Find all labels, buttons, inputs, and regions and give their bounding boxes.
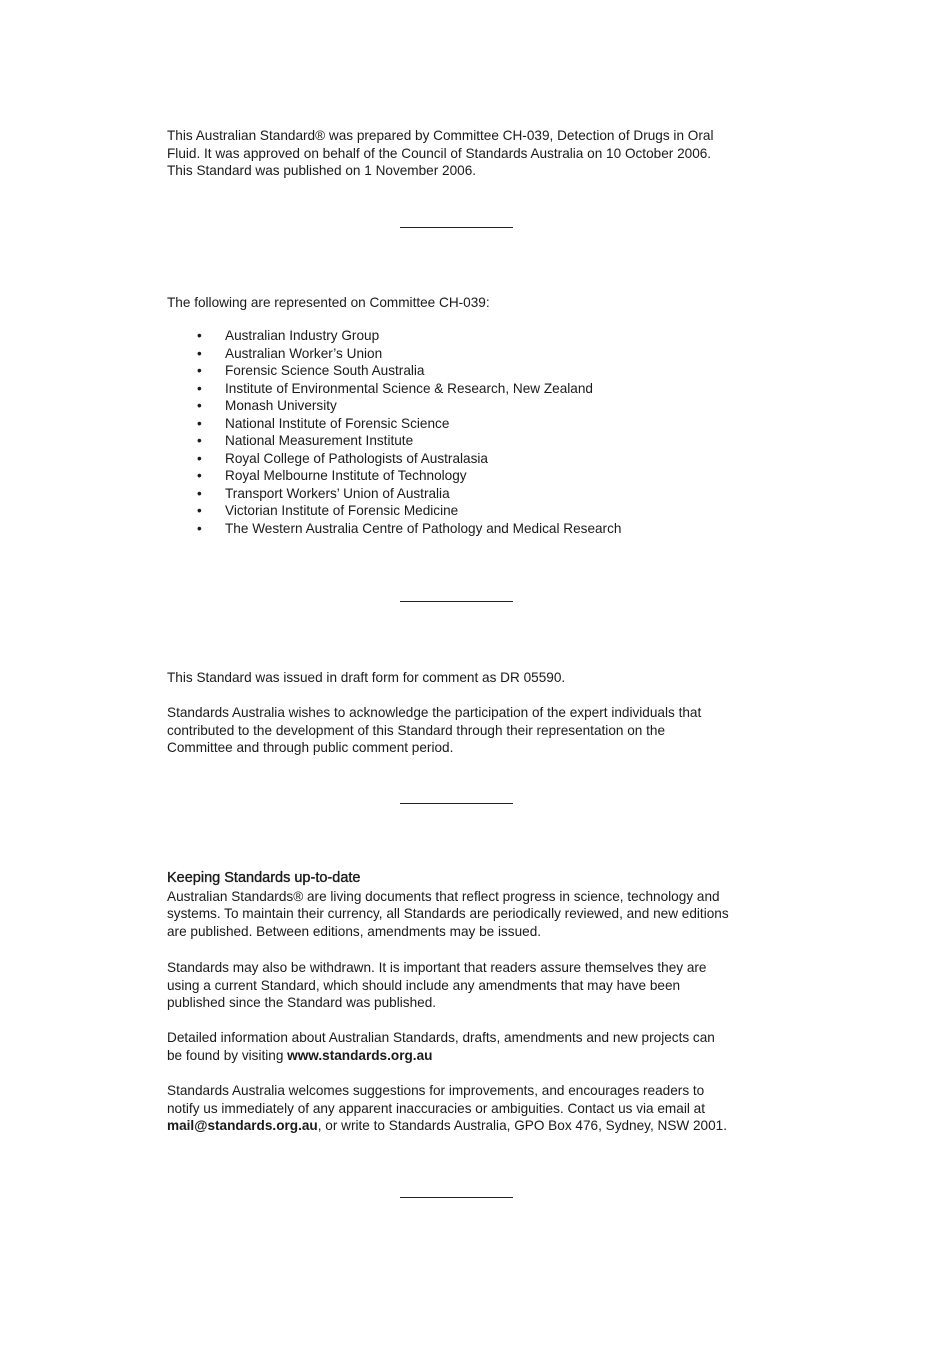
draft-notice bbox=[167, 669, 757, 687]
withdrawal-paragraph bbox=[167, 959, 757, 1012]
bullet-icon: • bbox=[197, 398, 202, 413]
committee-member: • National Institute of Forensic Science bbox=[197, 415, 450, 431]
preparation-line-1: This Australian Standard® was prepared by Committee CH-039, Detection of Drugs in Oral bbox=[167, 128, 714, 143]
keeping-p2-line-1: Standards may also be withdrawn. It is important that readers assure themselves they are bbox=[167, 960, 707, 975]
preparation-statement bbox=[167, 127, 757, 180]
bullet-icon: • bbox=[197, 328, 202, 343]
preparation-line-3: This Standard was published on 1 November 2006. bbox=[167, 163, 477, 178]
committee-member-list bbox=[167, 327, 621, 537]
section-divider-4 bbox=[400, 1197, 513, 1198]
bullet-icon: • bbox=[197, 415, 202, 431]
website-link[interactable]: www.standards.org.au bbox=[287, 1047, 433, 1063]
section-divider-3 bbox=[400, 803, 513, 804]
keeping-p3-line-1: Detailed information about Australian Standards, drafts, amendments and new projects can bbox=[167, 1030, 715, 1045]
committee-member: • Australian Industry Group bbox=[197, 328, 380, 343]
section-divider-1 bbox=[400, 227, 513, 228]
bullet-icon: • bbox=[197, 485, 202, 501]
acknowledgement bbox=[167, 704, 757, 757]
keeping-p1-line-1: Australian Standards® are living documents that reflect progress in science, technology and bbox=[167, 888, 720, 904]
committee-member: • Royal College of Pathologists of Australasia bbox=[197, 450, 488, 466]
keeping-p1-line-2: systems. To maintain their currency, all Standards are periodically reviewed, and new editions bbox=[167, 906, 729, 921]
keeping-p3-line-2: be found by visiting www.standards.org.au bbox=[167, 1047, 433, 1063]
bullet-icon: • bbox=[197, 380, 202, 396]
keeping-p4-line-1: Standards Australia welcomes suggestions for improvements, and encourages readers to bbox=[167, 1083, 705, 1098]
acknowledgement-line-1: Standards Australia wishes to acknowledge the participation of the expert individuals that bbox=[167, 705, 702, 720]
committee-member: • The Western Australia Centre of Pathology and Medical Research bbox=[197, 520, 622, 536]
email-link[interactable]: mail@standards.org.au bbox=[167, 1118, 318, 1133]
bullet-icon: • bbox=[197, 468, 202, 483]
keeping-standards-section bbox=[167, 870, 757, 940]
section-divider-2 bbox=[400, 601, 513, 602]
draft-issued-text: This Standard was issued in draft form for comment as DR 05590. bbox=[167, 670, 566, 685]
committee-member: • Monash University bbox=[197, 398, 337, 413]
committee-intro-text: The following are represented on Committee CH-039: bbox=[167, 295, 490, 310]
bullet-icon: • bbox=[197, 363, 202, 378]
acknowledgement-line-3: Committee and through public comment period. bbox=[167, 740, 454, 755]
committee-member: • Transport Workers’ Union of Australia bbox=[197, 485, 450, 501]
committee-member: • Australian Worker’s Union bbox=[197, 345, 383, 361]
bullet-icon: • bbox=[197, 433, 202, 448]
keeping-p2-line-2: using a current Standard, which should include any amendments that may have been bbox=[167, 977, 681, 993]
committee-intro bbox=[167, 294, 757, 312]
acknowledgement-line-2: contributed to the development of this Standard through their representation on the bbox=[167, 722, 666, 738]
keeping-p4-line-3: mail@standards.org.au, or write to Standards Australia, GPO Box 476, Sydney, NSW 2001. bbox=[167, 1118, 728, 1133]
bullet-icon: • bbox=[197, 345, 202, 361]
preparation-line-2: Fluid. It was approved on behalf of the Council of Standards Australia on 10 October 2006. bbox=[167, 145, 712, 161]
committee-member: • Royal Melbourne Institute of Technology bbox=[197, 468, 467, 483]
committee-member: • National Measurement Institute bbox=[197, 433, 414, 448]
keeping-p1-line-3: are published. Between editions, amendments may be issued. bbox=[167, 923, 542, 939]
committee-member: • Victorian Institute of Forensic Medicine bbox=[197, 503, 459, 518]
bullet-icon: • bbox=[197, 503, 202, 518]
information-paragraph bbox=[167, 1029, 757, 1064]
keeping-p2-line-3: published since the Standard was published. bbox=[167, 995, 437, 1010]
bullet-icon: • bbox=[197, 520, 202, 536]
committee-member: • Forensic Science South Australia bbox=[197, 363, 425, 378]
committee-member: • Institute of Environmental Science & Research, New Zealand bbox=[197, 380, 593, 396]
bullet-icon: • bbox=[197, 450, 202, 466]
section-heading: Keeping Standards up-to-date bbox=[167, 870, 361, 886]
feedback-paragraph bbox=[167, 1082, 757, 1135]
keeping-p4-line-2: notify us immediately of any apparent inaccuracies or ambiguities. Contact us via email at bbox=[167, 1100, 705, 1116]
